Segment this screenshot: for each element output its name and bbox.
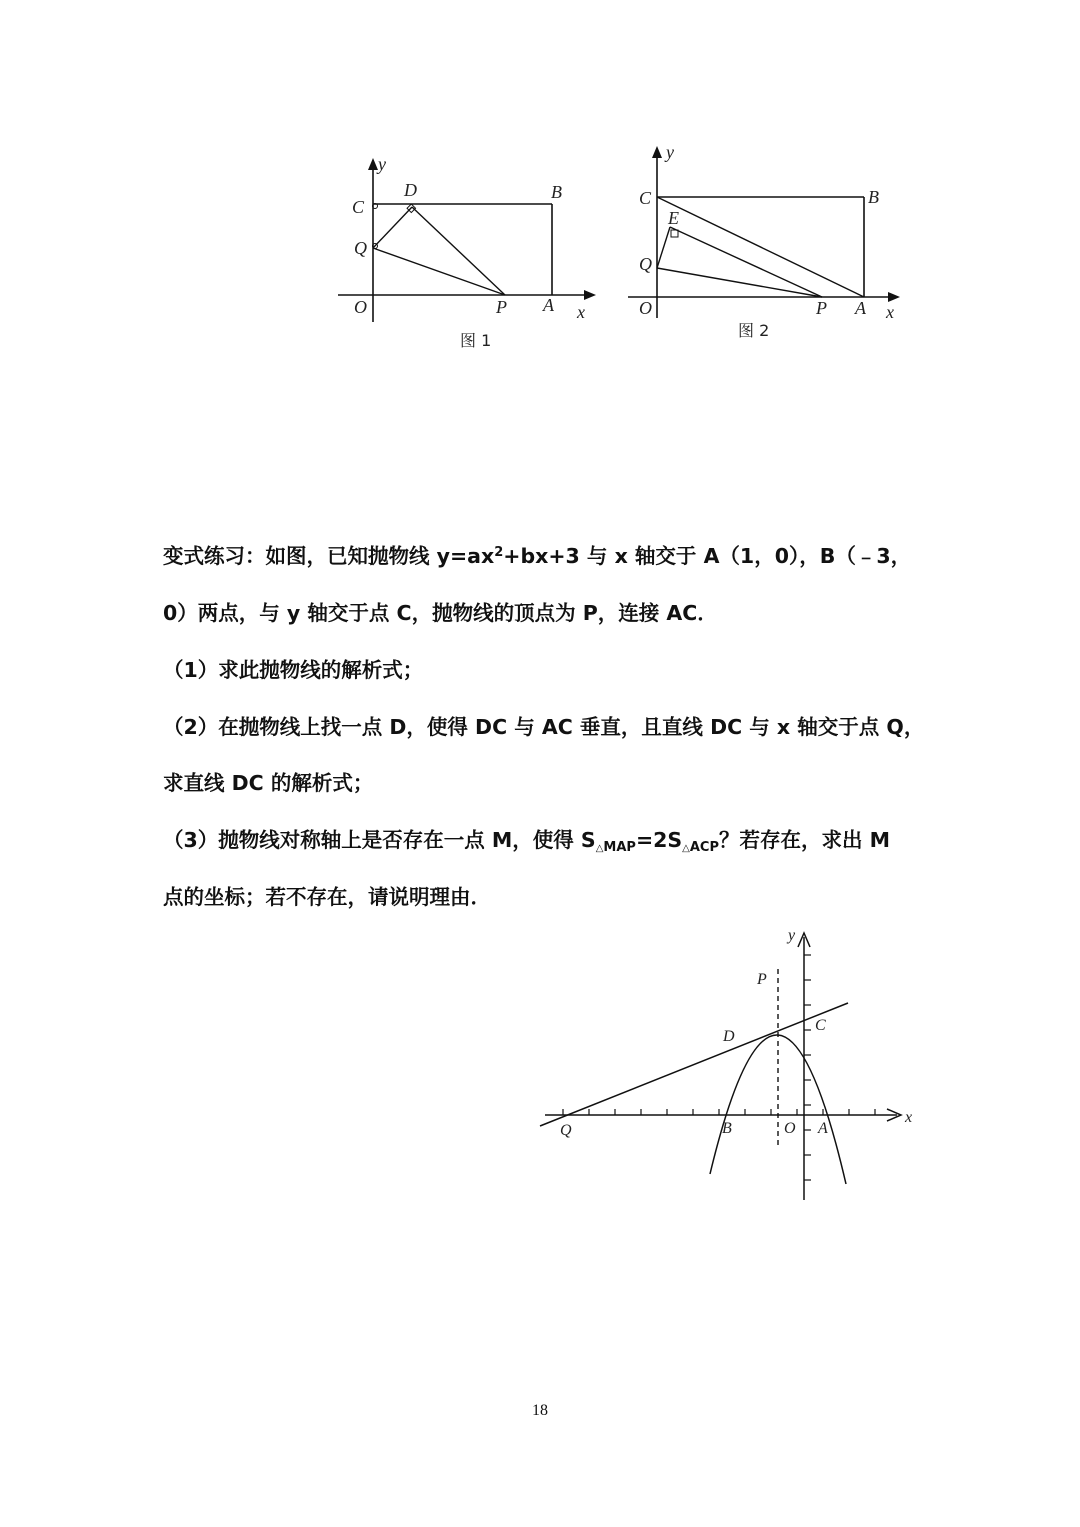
label-q: Q (639, 254, 652, 274)
figure-2-caption: 图 2 (738, 321, 770, 340)
y-axis-ticks (804, 955, 811, 1180)
label-y: y (666, 142, 674, 162)
label-y: y (788, 927, 796, 944)
triangle-symbol-1: △ (595, 843, 604, 854)
x-axis-arrow-icon (888, 292, 900, 302)
problem-part-2-line-2: 求直线 DC 的解析式； (163, 771, 374, 795)
label-p: P (496, 297, 507, 317)
figure-1 (330, 150, 610, 360)
right-angle-mark-icon (671, 230, 678, 237)
segment-dp (412, 207, 505, 295)
label-y: y (378, 154, 386, 174)
subscript-acp: ACP (689, 840, 719, 855)
label-d: D (723, 1028, 735, 1045)
label-d: D (404, 180, 417, 200)
figure-2-diagram (622, 140, 912, 350)
segment-qd (373, 207, 412, 248)
figure-3 (535, 925, 925, 1210)
x-axis-ticks (563, 1109, 875, 1115)
label-q: Q (354, 238, 367, 258)
label-b: B (722, 1120, 732, 1137)
exponent: 2 (494, 545, 504, 560)
label-a: A (818, 1120, 828, 1137)
figure-1-diagram (330, 150, 610, 360)
label-o: O (354, 297, 367, 317)
label-x: x (886, 302, 894, 322)
label-c: C (352, 197, 365, 217)
problem-part-1: （1）求此抛物线的解析式； (163, 658, 424, 682)
figure-3-diagram (535, 925, 925, 1210)
problem-part-3-c: ？若存在，求出 M (719, 828, 891, 852)
segment-ep (670, 227, 822, 297)
label-p: P (816, 298, 827, 318)
label-b: B (551, 182, 562, 202)
subscript-map: MAP (603, 840, 636, 855)
problem-line-1-suffix: +bx+3 与 x 轴交于 A（1，0），B（﹣3， (503, 544, 912, 568)
figure-1-caption: 图 1 (460, 331, 492, 350)
label-x: x (905, 1109, 913, 1126)
problem-line-1-prefix: 变式练习：如图，已知抛物线 y=ax (163, 544, 495, 568)
page-number: 18 (532, 1402, 548, 1419)
triangle-symbol-2: △ (682, 843, 690, 854)
problem-part-3-line-1 (163, 828, 923, 861)
label-e: E (668, 208, 679, 228)
y-axis-arrow-icon (368, 158, 378, 170)
label-a: A (855, 298, 866, 318)
segment-qp (657, 268, 822, 297)
segment-ca (657, 197, 864, 297)
problem-part-3-a: （3）抛物线对称轴上是否存在一点 M，使得 S (163, 828, 596, 852)
label-c: C (639, 188, 652, 208)
segment-qp (373, 248, 505, 295)
parabola-curve (710, 1035, 846, 1184)
segment-qe (657, 227, 670, 268)
problem-part-3-b: =2S (635, 828, 683, 852)
line-qdc (540, 1003, 848, 1126)
label-b: B (868, 187, 879, 207)
x-axis-arrow-icon (584, 290, 596, 300)
problem-part-3-line-2: 点的坐标；若不存在，请说明理由． (163, 885, 491, 909)
problem-line-1 (163, 544, 923, 568)
figure-2 (622, 140, 912, 350)
label-c: C (815, 1017, 826, 1034)
label-q: Q (560, 1122, 572, 1139)
problem-line-2: 0）两点，与 y 轴交于点 C，抛物线的顶点为 P，连接 AC． (163, 601, 718, 625)
label-a: A (543, 295, 554, 315)
problem-part-2-line-1: （2）在抛物线上找一点 D，使得 DC 与 AC 垂直，且直线 DC 与 x 轴交于点 Q， (163, 715, 925, 739)
label-o: O (784, 1120, 796, 1137)
y-axis-arrow-icon (652, 146, 662, 158)
label-p: P (757, 971, 767, 988)
label-o: O (639, 298, 652, 318)
label-x: x (577, 302, 585, 322)
